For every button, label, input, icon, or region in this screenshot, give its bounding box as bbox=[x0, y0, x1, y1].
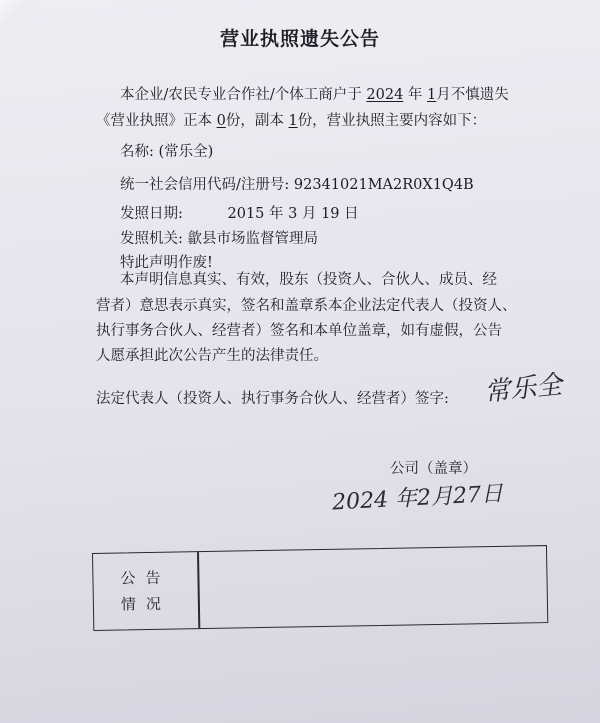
issue-date-label: 发照日期: bbox=[120, 206, 183, 222]
copy-label-text: 份，副本 bbox=[225, 113, 284, 129]
loss-statement-line bbox=[120, 85, 509, 105]
signature-label: 法定代表人（投资人、执行事务合伙人、经营者）签字: bbox=[96, 391, 449, 407]
year-unit: 年 bbox=[407, 87, 423, 103]
original-count: 0 bbox=[216, 113, 226, 129]
issuer-label: 发照机关: bbox=[120, 231, 183, 247]
loss-intro-text: 本企业/农民专业合作社/个体工商户于 bbox=[120, 87, 362, 103]
declaration-line-3: 执行事务合伙人、经营者）签名和本单位盖章，如有虚假，公告 bbox=[96, 323, 502, 339]
stamp-label: 公司（盖章） bbox=[390, 461, 477, 477]
notice-label-line-2: 情况 bbox=[120, 594, 172, 614]
issue-date-value: 2015 年 3 月 19 日 bbox=[227, 206, 359, 222]
declaration-line-2: 营者）意思表示真实，签名和盖章系本企业法定代表人（投资人、 bbox=[96, 298, 517, 314]
credit-code-value: 92341021MA2R0X1Q4B bbox=[293, 177, 474, 193]
handwritten-signature: 常乐全 bbox=[482, 369, 564, 408]
handwritten-date: 2024 年2月27日 bbox=[331, 481, 504, 516]
notice-status-table bbox=[92, 545, 548, 631]
document-title: 营业执照遗失公告 bbox=[219, 28, 380, 50]
declaration-line-4: 人愿承担此次公告产生的法律责任。 bbox=[96, 348, 328, 364]
issuer-row bbox=[120, 229, 318, 249]
license-content-intro: 份，营业执照主要内容如下： bbox=[297, 113, 487, 129]
declaration-line-1: 本声明信息真实、有效，股东（投资人、合伙人、成员、经 bbox=[120, 272, 497, 288]
credit-code-label: 统一社会信用代码/注册号: bbox=[120, 177, 290, 193]
business-name-row bbox=[120, 142, 213, 162]
issue-date-row bbox=[120, 204, 359, 224]
notice-label-line-1: 公告 bbox=[120, 568, 171, 588]
void-statement: 特此声明作废! bbox=[120, 255, 213, 271]
issuer-value: 歙县市场监督管理局 bbox=[187, 231, 318, 247]
loss-year: 2024 bbox=[366, 87, 404, 103]
business-name-value: (常乐全) bbox=[158, 144, 214, 160]
license-name-text: 《营业执照》正本 bbox=[96, 113, 212, 129]
notice-status-label bbox=[93, 552, 198, 630]
copy-count: 1 bbox=[288, 113, 298, 129]
license-count-line bbox=[96, 111, 486, 131]
month-suffix-text: 月不慎遗失 bbox=[436, 87, 509, 103]
business-name-label: 名称: bbox=[120, 144, 154, 160]
table-divider bbox=[197, 552, 200, 628]
credit-code-row bbox=[120, 175, 474, 195]
loss-month: 1 bbox=[427, 87, 437, 103]
